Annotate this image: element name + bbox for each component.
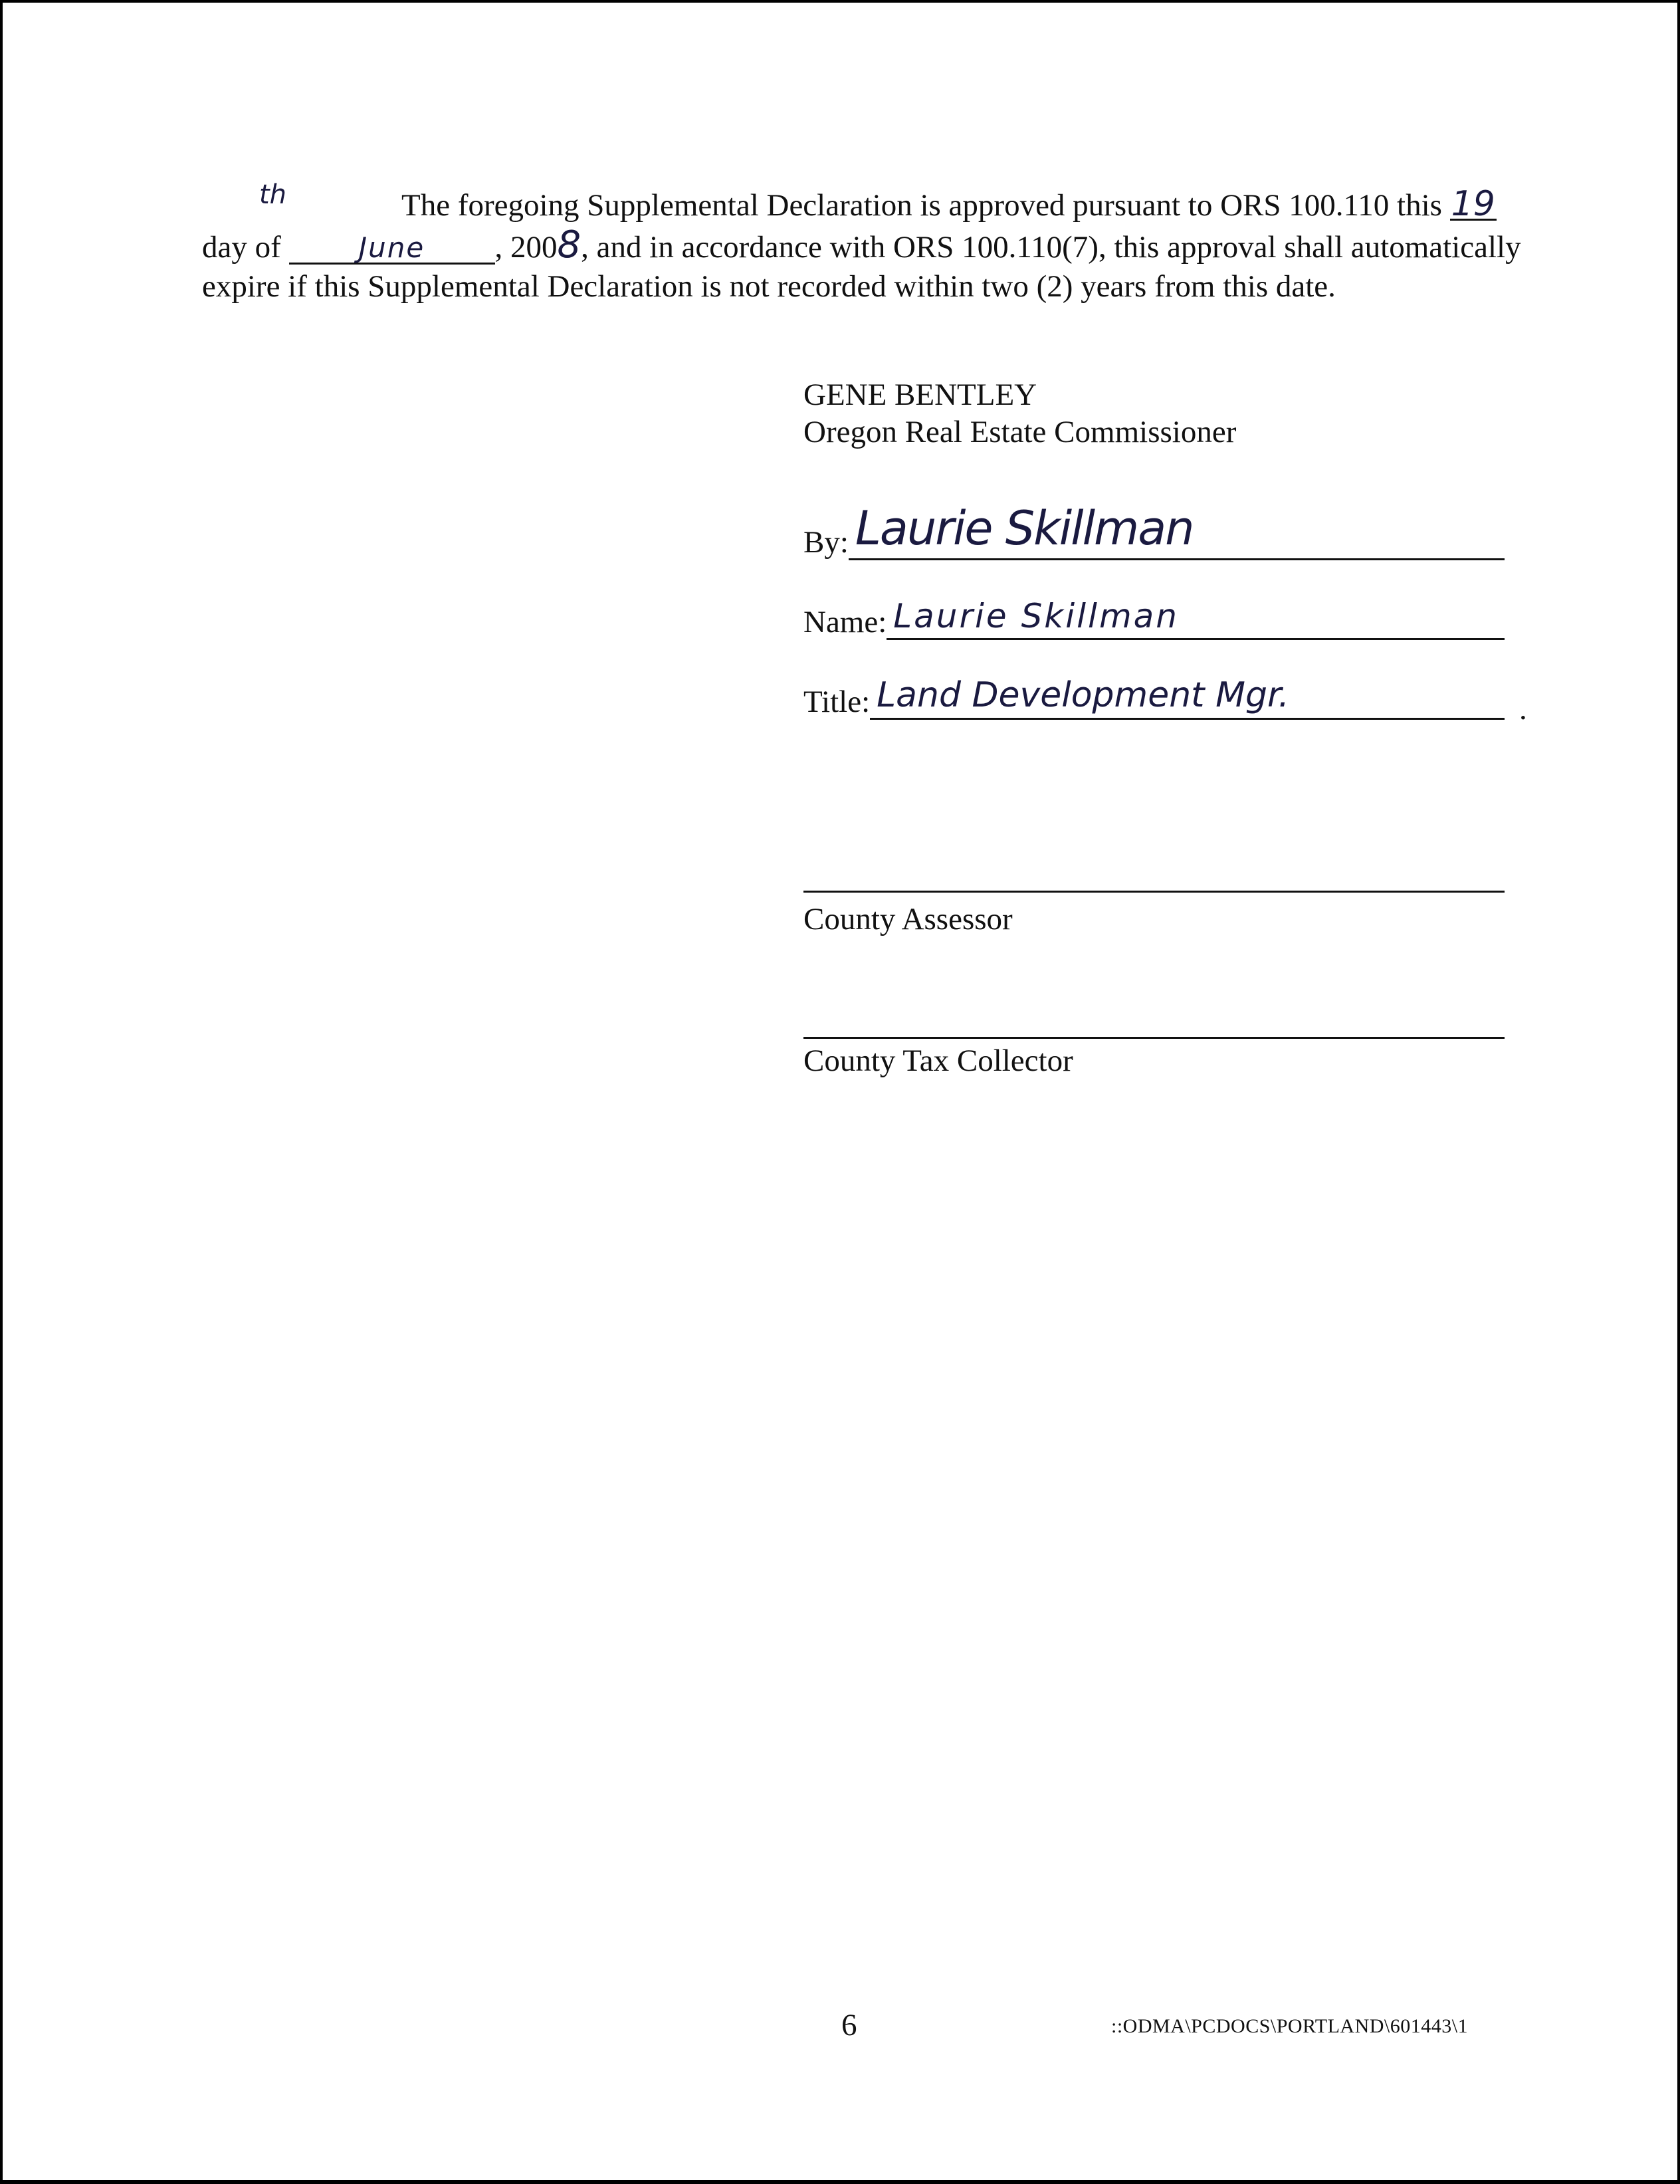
approval-paragraph [202,186,1524,306]
handwritten-signature: Laurie Skillman [855,501,1194,556]
this-word: this [1397,188,1442,223]
year-prefix: , 200 [494,230,558,265]
title-label: Title: [803,685,871,719]
signature-title-row [803,675,1505,720]
signature-name-row [803,598,1505,640]
handwritten-title: Land Development Mgr. [877,675,1290,715]
county-tax-collector-signature-line [803,1037,1505,1039]
county-assessor-label: County Assessor [803,902,1013,936]
name-line [887,598,1505,640]
page-border-bottom [0,2180,1680,2184]
page-border-left [0,0,3,2184]
commissioner-name: GENE BENTLEY [803,378,1037,412]
title-trailing-dot: . [1519,692,1527,726]
handwritten-month: June [289,233,495,265]
title-line [870,675,1505,720]
handwritten-year-digit: 8 [557,223,581,267]
document-path: ::ODMA\PCDOCS\PORTLAND\601443\1 [1111,2015,1469,2037]
handwritten-day: 19 [1451,184,1495,224]
page-border-right [1677,0,1680,2184]
day-of-text: day of [202,230,281,265]
signature-by-row [803,501,1505,560]
approval-sentence-start: The foregoing Supplemental Declaration is approved pursuant to ORS 100.110 [401,188,1390,223]
by-label: By: [803,525,849,560]
handwritten-day-suffix: th [259,179,287,210]
county-assessor-signature-line [803,891,1505,893]
commissioner-title: Oregon Real Estate Commissioner [803,415,1237,449]
handwritten-name: Laurie Skillman [893,597,1179,635]
page-border-top [0,0,1680,3]
county-tax-collector-label: County Tax Collector [803,1043,1073,1078]
name-label: Name: [803,605,887,639]
by-signature-line [849,501,1505,560]
approval-sentence-rest: , and in accordance with ORS 100.110(7), this approval shall automatically expire if this Supplemental Declaration is not recorded within two (2) years from this date. [202,230,1521,304]
page-number: 6 [841,2008,857,2042]
